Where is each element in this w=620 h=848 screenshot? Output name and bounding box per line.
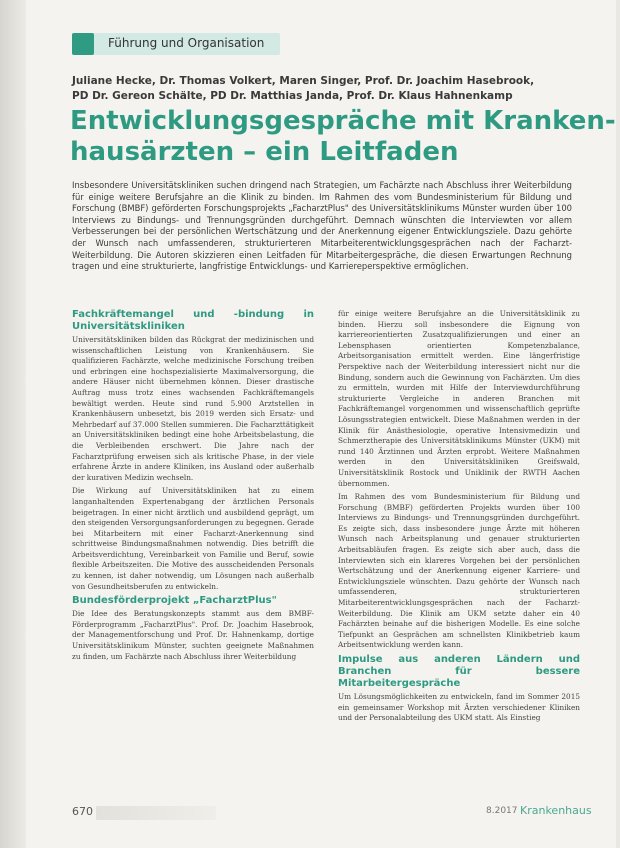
section-heading: Fachkräftemangel und -bindung in Universitätskliniken	[72, 309, 314, 332]
author-line: Juliane Hecke, Dr. Thomas Volkert, Maren Singer, Prof. Dr. Joachim Hasebrook,	[72, 75, 535, 87]
body-paragraph: Die Wirkung auf Universitätskliniken hat zu einem langanhaltenden Expertenabgang der ärztlichen Personals beigetragen. In einer nicht ärztlich und ausbildend geprägt, um den steigenden Versorgungsanforderungen zu begegnen. Gerade bei Mitarbeitern mit einer Facharzt-Anerkennung sind schrittweise Bindungsmaßnahmen notwendig. Dies betrifft die Arbeitsverdichtung, Vereinbarkeit von Familie und Beruf, sowie flexible Arbeitszeiten. Die Motive des ausscheidenden Personals zu kennen, ist daher notwendig, um Lösungen nach außerhalb von Gesundheitsberufen zu entwickeln.	[72, 486, 314, 591]
body-paragraph: Die Idee des Beratungskonzepts stammt aus dem BMBF-Förderprogramm „FacharztPlus". Prof. Dr. Joachim Hasebrook, der Managementforschung und Prof. Dr. Hahnenkamp, dortige Universitätsklinikum Münster, suchten geeignete Maßnahmen zu finden, um Fachärzte nach Abschluss ihrer Weiterbildung	[72, 609, 314, 661]
body-paragraph: Im Rahmen des vom Bundesministerium für Bildung und Forschung (BMBF) geförderten Projekts wurden über 100 Interviews zu Bindungs- und Trennungsgründen durchgeführt. Es zeigte sich, dass insbesondere junge Ärzte mit höheren Wunsch nach Arbeitsplanung und genauer strukturierten Arbeitsabläufen fragen. Es zeigte sich aber auch, dass die Interviewten sich ein klareres Vorgehen bei der persönlichen Wertschätzung und der Anerkennung eigener Karriere- und Entwicklungsziele wünschten. Dazu gehörte der Wunsch nach umfassenderen, strukturierteren Mitarbeiterentwicklungsgesprächen nach der Facharzt-Weiterbildung. Die Klinik am UKM setzte daher ein 40 Fachärzten beinahe auf die bisherigen Modelle. Es eine solche Tiefpunkt an Gesprächen am schnellsten Klinikbetrieb kaum Arbeitsentwicklung werden kann.	[338, 492, 580, 650]
title-line: Entwicklungsgespräche mit Kranken-	[70, 106, 616, 136]
article-title	[70, 106, 616, 168]
journal-logo: Krankenhaus	[520, 804, 592, 817]
page-number: 670	[72, 805, 93, 818]
right-column	[338, 309, 580, 727]
footer-bar	[96, 806, 216, 820]
section-label: Führung und Organisation	[108, 36, 265, 50]
issue-number: 8.2017	[486, 806, 518, 816]
author-list	[72, 74, 562, 104]
title-line: hausärzten – ein Leitfaden	[70, 137, 459, 167]
page-gutter	[0, 0, 26, 848]
body-paragraph: Um Lösungsmöglichkeiten zu entwickeln, fand im Sommer 2015 ein gemeinsamer Workshop mit Ärzten verschiedener Kliniken und der Personalabteilung des UKM statt. Als Einstieg	[338, 692, 580, 723]
section-heading: Impulse aus anderen Ländern und Branchen für bessere Mitarbeitergespräche	[338, 654, 580, 689]
body-paragraph: für einige weitere Berufsjahre an die Universitätsklinik zu binden. Hierzu soll insbesondere die Eignung von karriereorientierten Zusatzqualifizierungen und einer an Lebensphasen orientierten Kompetenzbalance, Arbeitsorganisation ermittelt werden. Eine längerfristige Perspektive nach der Weiterbildung interessiert nicht nur die Bindung, sondern auch die Gewinnung von Fachärzten. Um dies zu ermitteln, wurden mit Hilfe der Interviewdurchführung strukturierte Vergleiche in anderen Branchen mit Fachkräftemangel vorgenommen und wissenschaftlich geprüfte Lösungsstrategien entwickelt. Diese Maßnahmen werden in der Klinik für Anästhesiologie, operative Intensivmedizin und Schmerztherapie des Universitätsklinikums Münster (UKM) mit rund 140 Ärztinnen und Ärzten erprobt. Weitere Maßnahmen werden in den Universitätskliniken Greifswald, Universitätsklinik Rostock und Uniklinik der RWTH Aachen übernommen.	[338, 309, 580, 488]
article-intro: Insbesondere Universitätskliniken suchen dringend nach Strategien, um Fachärzte nach Abschluss ihrer Weiterbildung für einige weitere Berufsjahre an die Klinik zu binden. Im Rahmen des vom Bundesministerium für Bildung und Forschung (BMBF) geförderten Forschungsprojekts „FacharztPlus" des Universitätsklinikums Münster wurden über 100 Interviews zu Bindungs- und Trennungsgründen durchgeführt. Demnach wünschten die Interviewten vor allem Verbesserungen bei der persönlichen Wertschätzung und der Anerkennung eigener Entwicklungsziele. Dazu gehörte der Wunsch nach umfassenderen, strukturierteren Mitarbeiterentwicklungsgesprächen nach der Facharzt-Weiterbildung. Die Autoren skizzieren einen Leitfaden für Mitarbeitergespräche, die diesen Erwartungen Rechnung tragen und eine strukturierte, langfristige Entwicklungs- und Karriereperspektive ermöglichen.	[72, 180, 572, 272]
body-paragraph: Universitätskliniken bilden das Rückgrat der medizinischen und wissenschaftlichen Leistung von Krankenhäusern. Sie qualifizieren Fachärzte, welche medizinische Forschung treiben und erbringen eine hochspezialisierte Maximalversorgung, die andere Häuser nicht übernehmen können. Dieser drastische Auftrag muss trotz eines wachsenden Fachkräftemangels bewältigt werden. Heute sind rund 5.900 Arztstellen in Krankenhäusern unbesetzt, bis 2019 werden sich Ersatz- und Mehrbedarf auf 37.000 Stellen summieren. Die Facharzttätigkeit an Universitätskliniken bedingt eine hohe Arbeitsbelastung, die die Verbleibenden erschwert. Die Jahre nach der Facharztprüfung erweisen sich als kritische Phase, in der viele erfahrene Ärzte in andere Kliniken, ins Ausland oder außerhalb der kurativen Medizin wechseln.	[72, 335, 314, 482]
section-heading: Bundesförderprojekt „FacharztPlus"	[72, 595, 277, 607]
author-line: PD Dr. Gereon Schälte, PD Dr. Matthias Janda, Prof. Dr. Klaus Hahnenkamp	[72, 90, 513, 102]
left-column	[72, 309, 314, 665]
section-marker-icon	[72, 33, 94, 55]
